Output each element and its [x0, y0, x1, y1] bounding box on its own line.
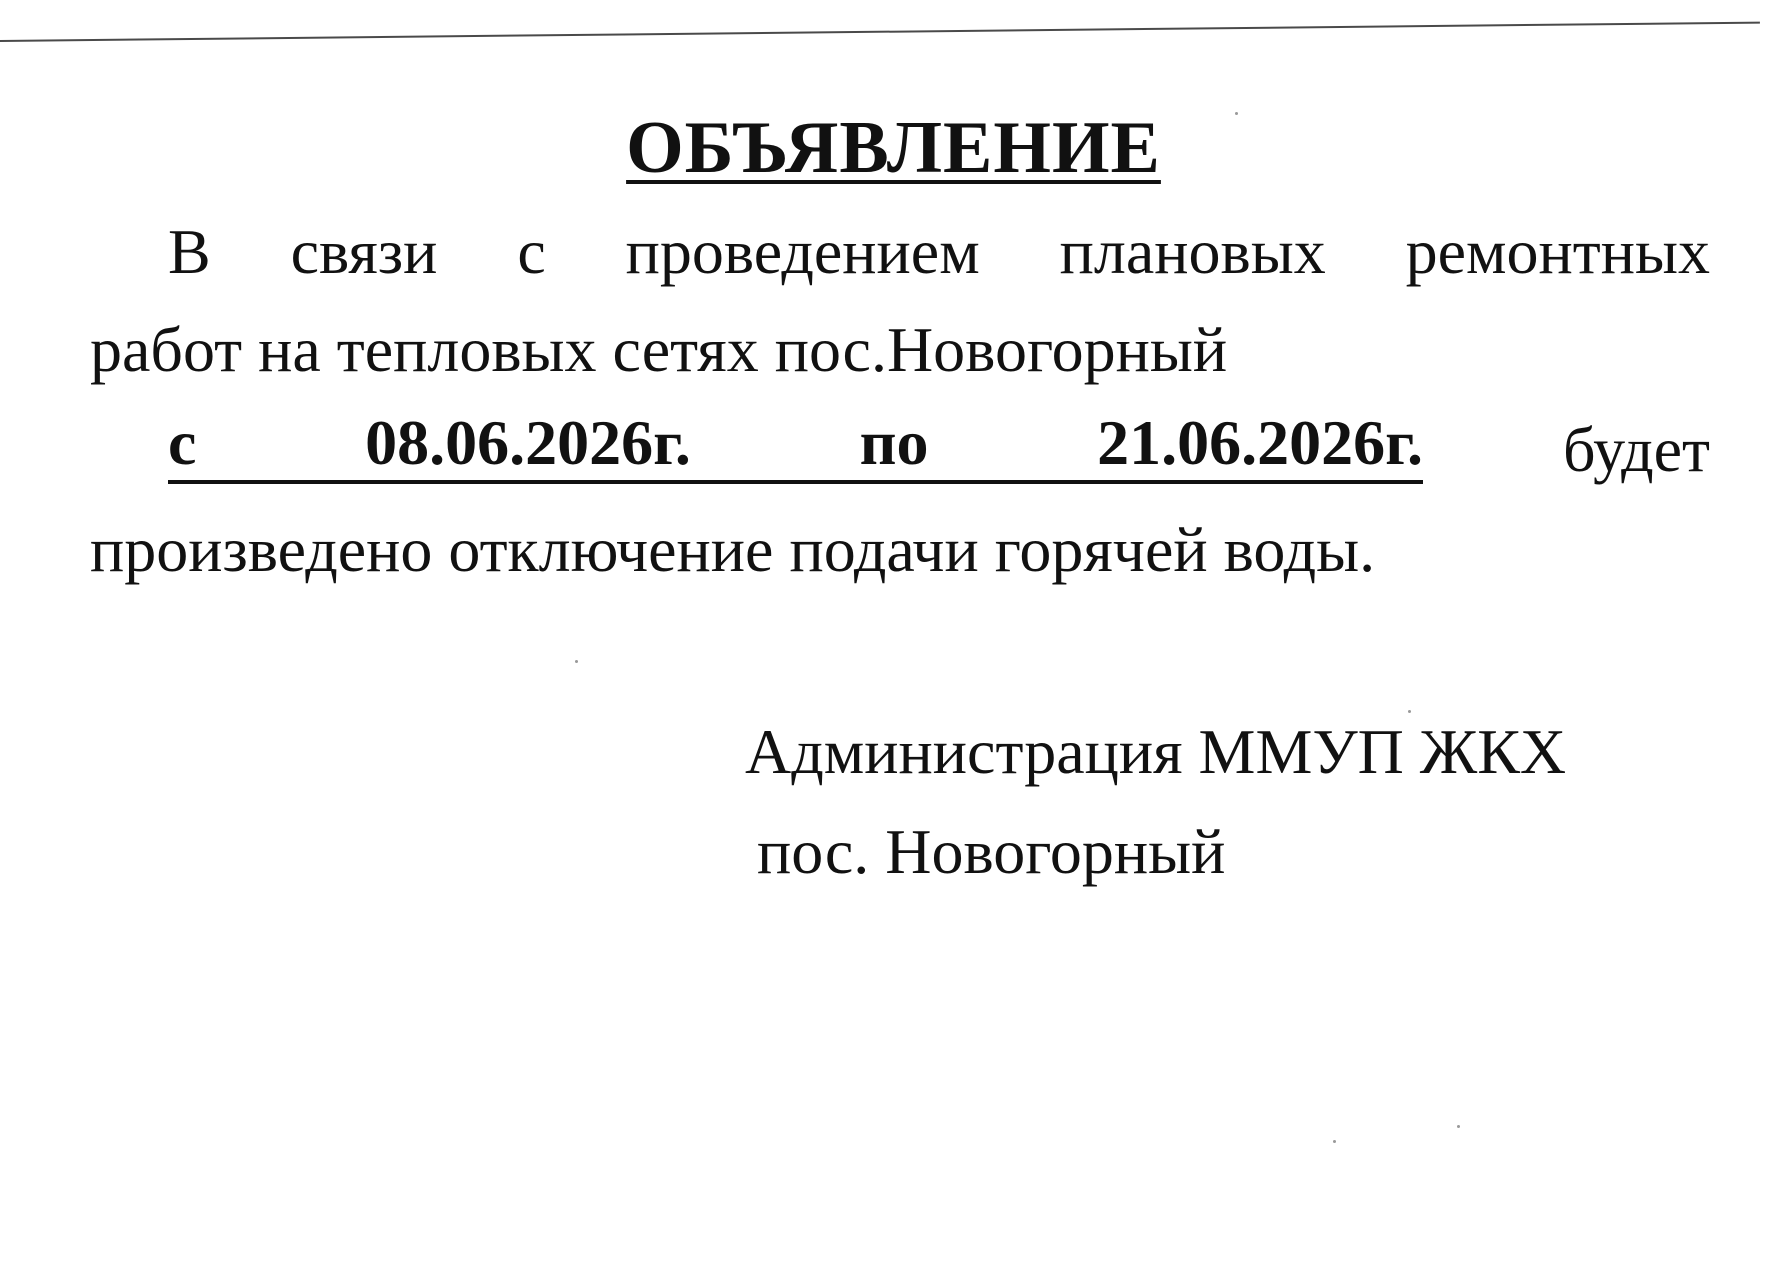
notice-title-text: ОБЪЯВЛЕНИЕ: [626, 107, 1161, 189]
notice-word: с: [517, 216, 546, 287]
notice-line-3: [90, 407, 1710, 490]
scan-speck: [575, 660, 578, 663]
notice-word: плановых: [1059, 216, 1326, 287]
scan-edge-line: [0, 22, 1760, 42]
date-from: 08.06.2026г.: [365, 407, 691, 478]
notice-title: [0, 108, 1787, 188]
date-from-prefix: с: [168, 407, 197, 478]
scan-speck: [1333, 1140, 1336, 1143]
notice-word: связи: [290, 216, 438, 287]
notice-line-3-suffix: будет: [1562, 414, 1710, 485]
notice-word: проведением: [625, 216, 980, 287]
date-to: 21.06.2026г.: [1097, 407, 1423, 478]
notice-line-2: работ на тепловых сетях пос.Новогорный: [90, 314, 1228, 385]
signature-line-2: пос. Новогорный: [757, 816, 1226, 887]
notice-line-4: произведено отключение подачи горячей воды.: [90, 514, 1376, 585]
signature-line-1: Администрация ММУП ЖКХ: [745, 716, 1567, 787]
date-range: [168, 407, 1423, 484]
date-to-prefix: по: [859, 407, 929, 478]
notice-word: ремонтных: [1405, 216, 1710, 287]
notice-line-1: [90, 212, 1710, 292]
notice-word: В: [168, 216, 211, 287]
scan-speck: [1457, 1125, 1460, 1128]
